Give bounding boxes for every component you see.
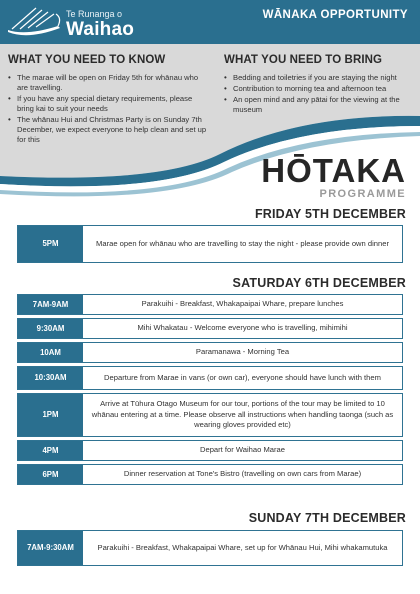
day-heading-friday: FRIDAY 5TH DECEMBER [254,207,406,221]
schedule-row [17,318,403,339]
schedule-saturday [17,294,403,485]
schedule-row [17,342,403,363]
logo-title: Waihao [66,19,135,40]
schedule-time: 7AM-9AM [18,295,83,314]
schedule-description: Mihi Whakatau - Welcome everyone who is travelling, mihimihi [83,319,402,338]
schedule-row [17,530,403,566]
schedule-description: Dinner reservation at Tone's Bistro (travelling on own cars from Marae) [83,465,402,484]
schedule-description: Marae open for whānau who are travelling to stay the night - please provide own dinner [83,226,402,262]
need-to-know-section [8,54,208,146]
logo-subtitle: Te Runanga o [66,9,123,19]
schedule-time: 6PM [18,465,83,484]
schedule-time: 10AM [18,343,83,362]
schedule-row [17,464,403,485]
know-item: • The marae will be open on Friday 5th for whānau who are travelling. [8,73,208,93]
schedule-time: 10:30AM [18,367,83,389]
schedule-row [17,440,403,461]
header-banner [0,0,420,44]
schedule-description: Arrive at Tūhura Otago Museum for our tour, portions of the tour may be limited to 10 whānau entering at a time. Please observe all instructions when handling taonga (such as wearing gloves provided etc) [83,394,402,436]
need-to-bring-section [224,54,414,116]
bring-item: • An open mind and any pātai for the viewing at the museum [224,95,414,115]
schedule-friday [17,225,403,263]
need-to-bring-heading: WHAT YOU NEED TO BRING [224,54,383,66]
schedule-time: 1PM [18,394,83,436]
schedule-description: Departure from Marae in vans (or own car), everyone should have lunch with them [83,367,402,389]
schedule-row [17,294,403,315]
schedule-description: Parakuihi - Breakfast, Whakapaipai Whare, prepare lunches [83,295,402,314]
schedule-row [17,393,403,437]
know-item: • The whānau Hui and Christmas Party is on Sunday 7th December, we expect everyone to help clean and set up for this [8,115,208,145]
know-item: • If you have any special dietary requirements, please bring kai to suit your needs [8,94,208,114]
schedule-row [17,366,403,390]
schedule-description: Depart for Waihao Marae [83,441,402,460]
schedule-time: 7AM-9:30AM [18,531,83,565]
schedule-time: 5PM [18,226,83,262]
day-heading-sunday: SUNDAY 7TH DECEMBER [248,511,406,525]
need-to-know-heading: WHAT YOU NEED TO KNOW [8,54,166,66]
schedule-description: Paramanawa - Morning Tea [83,343,402,362]
schedule-row [17,225,403,263]
schedule-sunday [17,530,403,566]
schedule-description: Parakuihi - Breakfast, Whakapaipai Whare, set up for Whānau Hui, Mihi whakamutuka [83,531,402,565]
waka-canoe-logo-icon [6,4,64,40]
programme-subtitle: PROGRAMME [319,188,406,200]
programme-title: HŌTAKA [261,152,406,189]
opportunity-title: WĀNAKA OPPORTUNITY [262,9,408,21]
bring-item: • Bedding and toiletries if you are staying the night [224,73,414,83]
schedule-time: 9:30AM [18,319,83,338]
day-heading-saturday: SATURDAY 6TH DECEMBER [232,276,406,290]
schedule-time: 4PM [18,441,83,460]
bring-item: • Contribution to morning tea and afternoon tea [224,84,414,94]
